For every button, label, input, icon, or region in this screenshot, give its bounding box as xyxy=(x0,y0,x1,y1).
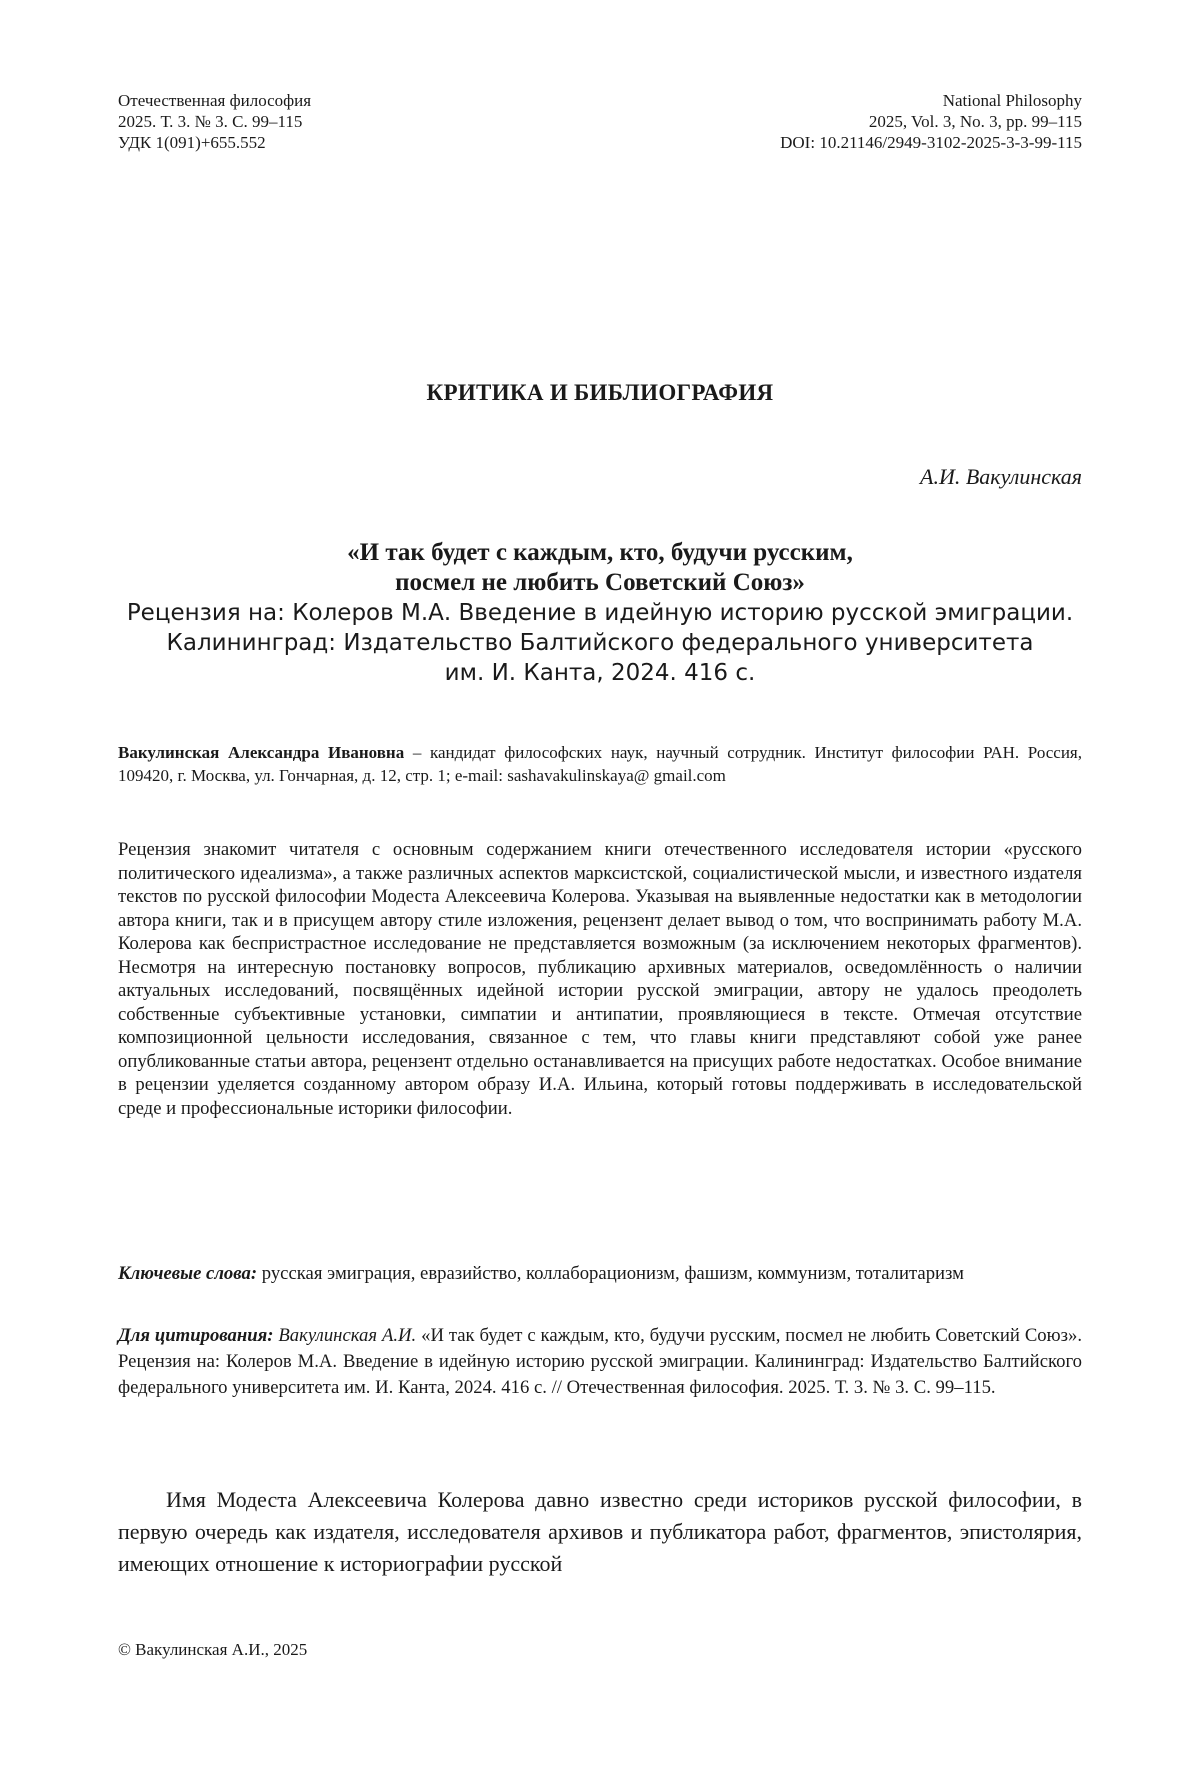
udk-code: УДК 1(091)+655.552 xyxy=(118,133,266,152)
review-line-2: Калининград: Издательство Балтийского федерального университета xyxy=(166,630,1034,656)
issue-info-en: 2025, Vol. 3, No. 3, pp. 99–115 xyxy=(868,112,1082,131)
citation-label: Для цитирования: xyxy=(118,1325,274,1346)
copyright-footer: © Вакулинская А.И., 2025 xyxy=(118,1640,308,1659)
author-full-name: Вакулинская Александра Ивановна xyxy=(118,743,405,762)
citation xyxy=(118,1323,1082,1401)
header-left xyxy=(118,90,311,153)
citation-text: «И так будет с каждым, кто, будучи русским, посмел не любить Советский Союз». Рецензия на: Колеров М.А. Введение в идейную историю русской эмиграции. Калининград: Издательство Балтийского федерального университета им. И. Канта, 2024. 416 с. // Отечественная философия. 2025. Т. 3. № 3. С. 99–115. xyxy=(118,1325,1082,1398)
header-right xyxy=(780,90,1082,153)
review-line-1: Рецензия на: Колеров М.А. Введение в идейную историю русской эмиграции. xyxy=(126,600,1074,626)
author-details: – кандидат философских наук, научный сотрудник. Институт философии РАН. Россия, 109420, г. Москва, ул. Гончарная, д. 12, стр. 1; e-mail: sashavakulinskaya@ gmail.com xyxy=(118,743,1083,785)
body-paragraph: Имя Модеста Алексеевича Колерова давно известно среди историков русской философии, в первую очередь как издателя, исследователя архивов и публикатора работ, фрагментов, эпистолярия, имеющих отношение к историографии русской xyxy=(118,1487,1082,1576)
keywords xyxy=(118,1262,1082,1286)
citation-author: Вакулинская А.И. xyxy=(273,1325,417,1346)
journal-name-en: National Philosophy xyxy=(942,91,1082,110)
section-title: КРИТИКА И БИБЛИОГРАФИЯ xyxy=(426,380,774,405)
review-line-3: им. И. Канта, 2024. 416 с. xyxy=(444,660,756,686)
journal-name-ru: Отечественная философия xyxy=(118,91,312,110)
abstract: Рецензия знакомит читателя с основным содержанием книги отечественного исследователя истории «русского политического идеализма», а также различных аспектов марксистской, социалистической мысли, и известного издателя текстов по русской философии Модеста Алексеевича Колерова. Указывая на выявленные недостатки как в методологии автора книги, так и в присущем автору стиле изложения, рецензент делает вывод о том, что воспринимать работу М.А. Колерова как беспристрастное исследование не представляется возможным (за исключением некоторых фрагментов). Несмотря на интересную постановку вопросов, публикацию архивных материалов, осведомлённость о наличии актуальных исследований, посвящённых идейной истории русской эмиграции, автору не удалось преодолеть собственные субъективные установки, симпатии и антипатии, проявляющиеся в тексте. Отмечая отсутствие композиционной цельности исследования, связанное с тем, что главы книги представляют собой уже ранее опубликованные статьи автора, рецензент отдельно останавливается на присущих работе недостатках. Особое внимание в рецензии уделяется созданному автором образу И.А. Ильина, который готовы поддерживать в исследовательской среде и профессиональные историки философии. xyxy=(118,839,1082,1119)
title-line-2: посмел не любить Советский Союз» xyxy=(395,569,805,596)
author-info xyxy=(118,741,1082,787)
keywords-text: русская эмиграция, евразийство, коллаборационизм, фашизм, коммунизм, тоталитаризм xyxy=(257,1263,964,1284)
issue-info-ru: 2025. Т. 3. № 3. С. 99–115 xyxy=(118,112,303,131)
keywords-label: Ключевые слова: xyxy=(118,1263,258,1284)
title-line-1: «И так будет с каждым, кто, будучи русским, xyxy=(347,539,853,566)
author-name: А.И. Вакулинская xyxy=(920,464,1082,489)
doi: DOI: 10.21146/2949-3102-2025-3-3-99-115 xyxy=(780,133,1082,152)
article-title xyxy=(118,538,1082,688)
